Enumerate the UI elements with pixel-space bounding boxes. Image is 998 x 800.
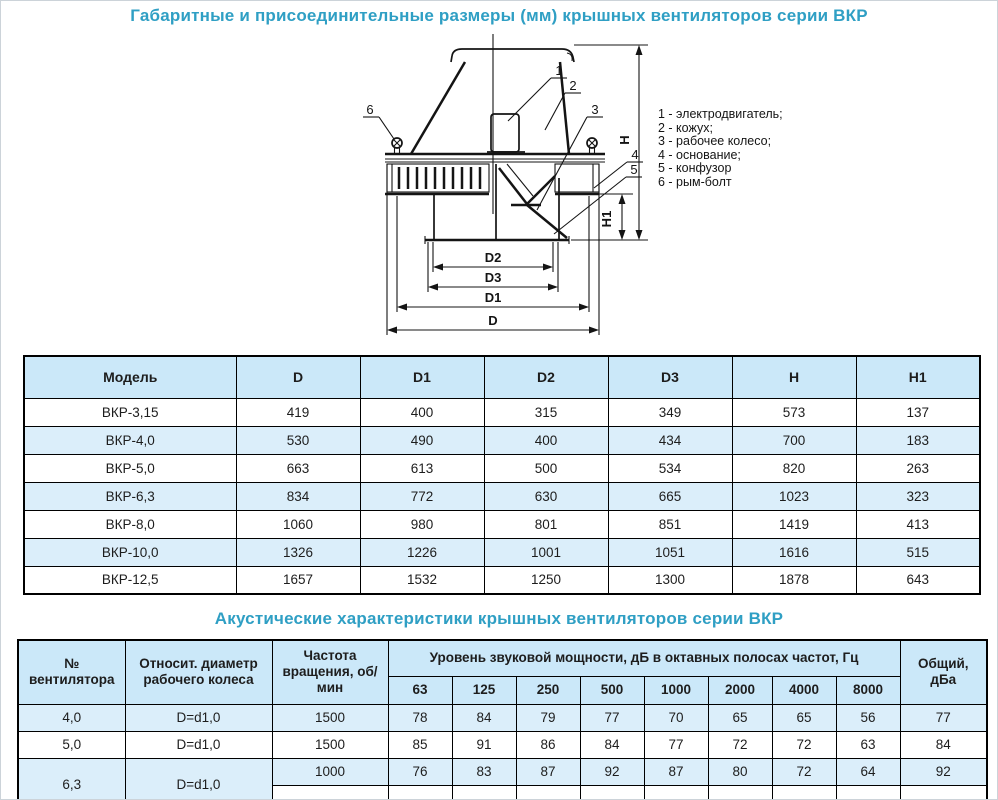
cell: 72 <box>772 731 836 758</box>
dim-H <box>617 45 643 240</box>
svg-text:6: 6 <box>366 102 374 117</box>
cell: 85 <box>388 731 452 758</box>
cell <box>580 785 644 800</box>
cell: 72 <box>708 731 772 758</box>
cell: 1500 <box>272 704 388 731</box>
cell: 323 <box>856 482 980 510</box>
cell-fan-no: 4,0 <box>18 704 125 731</box>
cell-fan-no: 5,0 <box>18 731 125 758</box>
ac-table-header-row-1 <box>18 640 987 676</box>
dim-D1 <box>397 290 589 311</box>
col-header-rel-diam: Относит. диаметр рабочего колеса <box>125 640 272 704</box>
cell <box>836 785 900 800</box>
motor-body <box>491 114 519 152</box>
callout-1 <box>508 63 567 121</box>
col-header-1000: 1000 <box>644 676 708 704</box>
svg-text:5: 5 <box>630 162 638 177</box>
cell <box>272 785 388 800</box>
dimensions-table <box>23 355 981 595</box>
cell: 500 <box>484 454 608 482</box>
cell: 72 <box>772 758 836 785</box>
cell: 663 <box>236 454 360 482</box>
acoustics-table <box>17 639 988 800</box>
cell: 76 <box>388 758 452 785</box>
svg-text:4: 4 <box>631 147 639 162</box>
cell: 1226 <box>360 538 484 566</box>
eye-bolt-left <box>392 138 402 154</box>
cell: 534 <box>608 454 732 482</box>
cell: 65 <box>708 704 772 731</box>
page-title-dimensions: Габаритные и присоединительные размеры (мм) крышных вентиляторов серии ВКР <box>130 6 868 25</box>
cell: 63 <box>836 731 900 758</box>
table-row <box>24 454 980 482</box>
col-header-D2: D2 <box>484 356 608 398</box>
fan-diagram <box>341 28 653 350</box>
cell: 64 <box>836 758 900 785</box>
base-right-band <box>555 164 599 192</box>
dim-label-H: H <box>617 135 632 145</box>
legend-item-eyebolt: 6 - рым-болт <box>658 174 732 189</box>
col-header-4000: 4000 <box>772 676 836 704</box>
table-row <box>24 538 980 566</box>
cell: 1300 <box>608 566 732 594</box>
cell <box>516 785 580 800</box>
col-header-model: Модель <box>24 356 236 398</box>
cell: 400 <box>360 398 484 426</box>
cell: 77 <box>580 704 644 731</box>
dim-D <box>387 313 599 334</box>
table-row <box>24 426 980 454</box>
cell <box>708 785 772 800</box>
cowl-cone-left <box>411 62 465 154</box>
cell: 1001 <box>484 538 608 566</box>
cell: 349 <box>608 398 732 426</box>
legend-item-impeller: 3 - рабочее колесо; <box>658 134 772 149</box>
cell: D=d1,0 <box>125 704 272 731</box>
cell: 79 <box>516 704 580 731</box>
cell: 613 <box>360 454 484 482</box>
col-header-500: 500 <box>580 676 644 704</box>
cell: 1023 <box>732 482 856 510</box>
col-header-125: 125 <box>452 676 516 704</box>
cell: 413 <box>856 510 980 538</box>
cell: 573 <box>732 398 856 426</box>
cell: 84 <box>452 704 516 731</box>
col-header-total: Общий, дБа <box>900 640 987 704</box>
svg-text:3: 3 <box>591 102 599 117</box>
legend-item-motor: 1 - электродвигатель; <box>658 107 783 121</box>
cell: 65 <box>772 704 836 731</box>
cell: 78 <box>388 704 452 731</box>
table-row <box>18 704 987 731</box>
col-header-8000: 8000 <box>836 676 900 704</box>
cell: 70 <box>644 704 708 731</box>
cell: 515 <box>856 538 980 566</box>
table-row <box>18 758 987 785</box>
dim-H1 <box>599 194 626 240</box>
cell <box>388 785 452 800</box>
cell: 92 <box>580 758 644 785</box>
col-header-2000: 2000 <box>708 676 772 704</box>
cell: D=d1,0 <box>125 731 272 758</box>
col-header-H: H <box>732 356 856 398</box>
table-row <box>18 731 987 758</box>
cell: 87 <box>644 758 708 785</box>
cell <box>452 785 516 800</box>
dim-label-D2: D2 <box>484 250 502 265</box>
dim-label-D3: D3 <box>484 270 502 285</box>
table-row <box>24 510 980 538</box>
cell: 820 <box>732 454 856 482</box>
cell: 1532 <box>360 566 484 594</box>
col-header-D1: D1 <box>360 356 484 398</box>
page-title-acoustics: Акустические характеристики крышных вентиляторов серии ВКР <box>214 609 784 628</box>
cell: 137 <box>856 398 980 426</box>
col-header-D: D <box>236 356 360 398</box>
cell: 665 <box>608 482 732 510</box>
col-header-speed: Частота вращения, об/мин <box>272 640 388 704</box>
cell: 183 <box>856 426 980 454</box>
base-louvers <box>387 164 489 192</box>
legend-item-confuser: 5 - конфузор <box>658 161 732 176</box>
table-row <box>24 482 980 510</box>
col-header-250: 250 <box>516 676 580 704</box>
cell-model: ВКР-5,0 <box>24 454 236 482</box>
cell <box>900 785 987 800</box>
dim-table-header-row <box>24 356 980 398</box>
cell: 530 <box>236 426 360 454</box>
cell-model: ВКР-4,0 <box>24 426 236 454</box>
cell: 643 <box>856 566 980 594</box>
cell: 419 <box>236 398 360 426</box>
col-header-fan-no: № вентилятора <box>18 640 125 704</box>
cell: 772 <box>360 482 484 510</box>
callout-5 <box>554 162 642 234</box>
col-header-63: 63 <box>388 676 452 704</box>
cell: D=d1,0 <box>125 758 272 800</box>
table-row <box>24 566 980 594</box>
cell: 851 <box>608 510 732 538</box>
cell: 434 <box>608 426 732 454</box>
eye-bolt-right <box>587 138 597 154</box>
cell: 77 <box>644 731 708 758</box>
svg-text:2: 2 <box>569 78 577 93</box>
cell-fan-no: 6,3 <box>18 758 125 800</box>
cell: 700 <box>732 426 856 454</box>
table-row <box>24 398 980 426</box>
fan-diagram-section <box>1 26 997 352</box>
cell-total: 84 <box>900 731 987 758</box>
dim-D2 <box>433 250 553 271</box>
dim-label-D1: D1 <box>484 290 502 305</box>
cell: 263 <box>856 454 980 482</box>
cell-model: ВКР-12,5 <box>24 566 236 594</box>
cell: 1060 <box>236 510 360 538</box>
cell-model: ВКР-8,0 <box>24 510 236 538</box>
cell: 1616 <box>732 538 856 566</box>
col-header-sound-power: Уровень звуковой мощности, дБ в октавных полосах частот, Гц <box>388 640 900 676</box>
col-header-D3: D3 <box>608 356 732 398</box>
cell: 834 <box>236 482 360 510</box>
callout-6 <box>363 102 394 139</box>
cell-model: ВКР-6,3 <box>24 482 236 510</box>
svg-text:1: 1 <box>555 63 563 78</box>
dim-D3 <box>428 270 558 291</box>
cell: 86 <box>516 731 580 758</box>
legend-item-cowl: 2 - кожух; <box>658 120 713 135</box>
cell-model: ВКР-3,15 <box>24 398 236 426</box>
legend-item-base: 4 - основание; <box>658 147 741 162</box>
cell: 1000 <box>272 758 388 785</box>
cell: 801 <box>484 510 608 538</box>
cell: 980 <box>360 510 484 538</box>
cell-model: ВКР-10,0 <box>24 538 236 566</box>
cell: 84 <box>580 731 644 758</box>
cell: 400 <box>484 426 608 454</box>
cell: 83 <box>452 758 516 785</box>
cell: 1878 <box>732 566 856 594</box>
cell: 1326 <box>236 538 360 566</box>
cell: 1250 <box>484 566 608 594</box>
cowl-cap <box>451 49 574 62</box>
dim-label-D: D <box>488 313 498 328</box>
cell: 91 <box>452 731 516 758</box>
cell: 490 <box>360 426 484 454</box>
cell: 1419 <box>732 510 856 538</box>
cell: 1500 <box>272 731 388 758</box>
cell: 87 <box>516 758 580 785</box>
impeller-section <box>499 164 567 238</box>
cell-total: 77 <box>900 704 987 731</box>
cell: 80 <box>708 758 772 785</box>
cell-total: 92 <box>900 758 987 785</box>
col-header-H1: H1 <box>856 356 980 398</box>
cell <box>644 785 708 800</box>
cell: 1657 <box>236 566 360 594</box>
cell: 630 <box>484 482 608 510</box>
diagram-legend <box>658 108 783 190</box>
dim-label-H1: H1 <box>599 210 614 228</box>
cell: 315 <box>484 398 608 426</box>
cell <box>772 785 836 800</box>
cell: 56 <box>836 704 900 731</box>
cell: 1051 <box>608 538 732 566</box>
